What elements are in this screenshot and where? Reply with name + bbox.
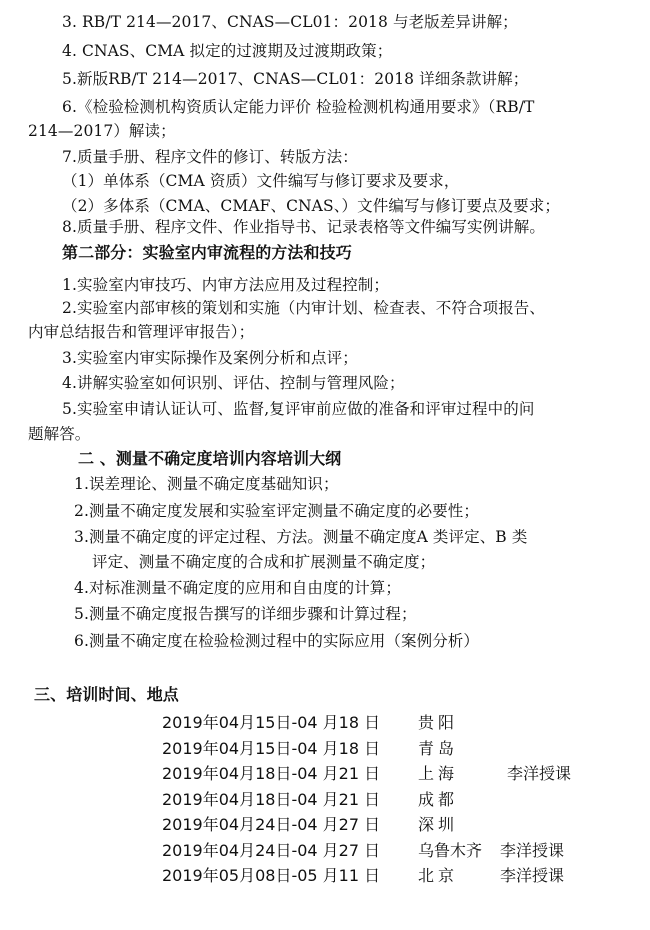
list-item: 7.质量手册、程序文件的修订、转版方法：: [62, 148, 358, 166]
list-item: 5.实验室申请认证认可、监督,复评审前应做的准备和评审过程中的问: [62, 400, 535, 418]
list-item-continuation: 题解答。: [28, 425, 91, 443]
list-item-continuation: 评定、测量不确定度的合成和扩展测量不确定度；: [92, 553, 436, 571]
schedule-date: 2019年05月08日-05 月11 日: [162, 866, 381, 885]
schedule-date: 2019年04月15日-04 月18 日: [162, 713, 381, 732]
schedule-date: 2019年04月18日-04 月21 日: [162, 764, 381, 783]
list-item: 5.新版RB/T 214—2017、CNAS—CL01：2018 详细条款讲解；: [62, 70, 529, 88]
schedule-city: 青岛: [418, 738, 459, 758]
list-sub-item: （1）单体系（CMA 资质）文件编写与修订要求及要求，: [62, 172, 460, 190]
list-item: 8.质量手册、程序文件、作业指导书、记录表格等文件编写实例讲解。: [62, 218, 545, 236]
list-item: 4.讲解实验室如何识别、评估、控制与管理风险；: [62, 374, 405, 392]
list-item-continuation: 内审总结报告和管理评审报告）；: [28, 323, 255, 341]
list-item: 5.测量不确定度报告撰写的详细步骤和计算过程；: [74, 605, 417, 623]
list-item: 1.误差理论、测量不确定度基础知识；: [74, 475, 339, 493]
list-sub-item: （2）多体系（CMA、CMAF、CNAS、）文件编写与修订要点及要求；: [62, 197, 560, 215]
list-item: 3. RB/T 214—2017、CNAS—CL01：2018 与老版差异讲解；: [62, 13, 518, 31]
list-item: 1.实验室内审技巧、内审方法应用及过程控制；: [62, 276, 389, 294]
schedule-city: 北京: [418, 866, 459, 885]
list-item: 3.实验室内审实际操作及案例分析和点评；: [62, 349, 358, 367]
list-item-continuation: 214—2017）解读；: [28, 122, 176, 140]
section-heading: 三、培训时间、地点: [34, 685, 179, 704]
schedule-date: 2019年04月15日-04 月18 日: [162, 738, 381, 758]
schedule-instructor: 李洋授课: [507, 764, 572, 783]
schedule-city: 乌鲁木齐: [418, 840, 483, 860]
section-heading: 第二部分：实验室内审流程的方法和技巧: [62, 243, 352, 262]
schedule-instructor: 李洋授课: [500, 866, 565, 885]
schedule-city: 成都: [418, 789, 459, 809]
schedule-date: 2019年04月18日-04 月21 日: [162, 789, 381, 809]
list-item: 2.测量不确定度发展和实验室评定测量不确定度的必要性；: [74, 502, 479, 520]
list-item: 6.《检验检测机构资质认定能力评价 检验检测机构通用要求》（RB/T: [62, 98, 535, 116]
list-item: 4. CNAS、CMA 拟定的过渡期及过渡期政策；: [62, 42, 393, 60]
list-item: 2.实验室内部审核的策划和实施（内审计划、检查表、不符合项报告、: [62, 299, 545, 317]
schedule-city: 贵阳: [418, 713, 459, 732]
section-heading: 二 、测量不确定度培训内容培训大纲: [78, 449, 342, 468]
schedule-city: 深圳: [418, 815, 459, 834]
schedule-date: 2019年04月24日-04 月27 日: [162, 815, 381, 834]
list-item: 6.测量不确定度在检验检测过程中的实际应用（案例分析）: [74, 632, 479, 650]
schedule-instructor: 李洋授课: [500, 840, 565, 860]
list-item: 3.测量不确定度的评定过程、方法。测量不确定度A 类评定、B 类: [74, 528, 528, 546]
list-item: 4.对标准测量不确定度的应用和自由度的计算；: [74, 579, 401, 597]
schedule-date: 2019年04月24日-04 月27 日: [162, 840, 381, 860]
schedule-city: 上海: [418, 764, 459, 783]
